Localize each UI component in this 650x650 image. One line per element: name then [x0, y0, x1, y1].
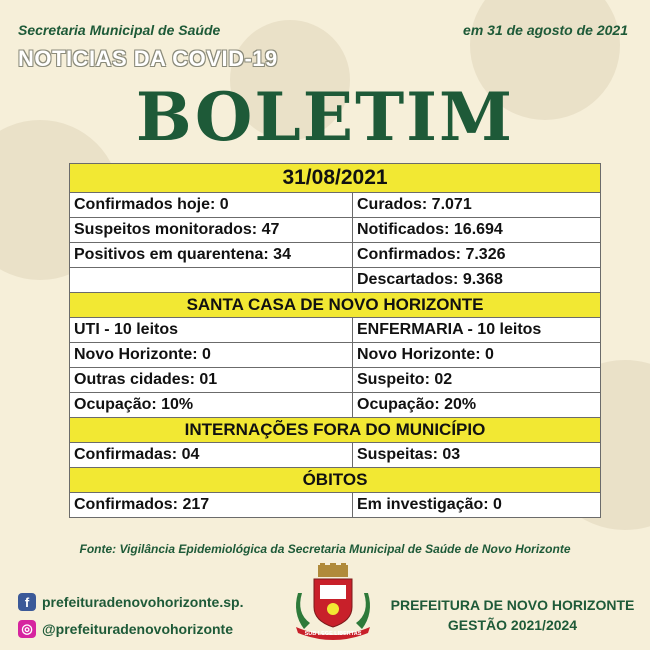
- table-cell: Confirmados: 217: [70, 493, 353, 518]
- table-cell: Confirmadas: 04: [70, 443, 353, 468]
- table-row: [70, 193, 601, 218]
- table-cell: Outras cidades: 01: [70, 368, 353, 393]
- source-note: Fonte: Vigilância Epidemiológica da Secretaria Municipal de Saúde de Novo Horizonte: [79, 542, 571, 556]
- table-row: [70, 343, 601, 368]
- table-cell: Confirmados: 7.326: [353, 243, 601, 268]
- table-row: [70, 268, 601, 293]
- instagram-handle: @prefeituradenovohorizonte: [42, 621, 233, 637]
- table-cell: Suspeitas: 03: [353, 443, 601, 468]
- table-cell: Confirmados hoje: 0: [70, 193, 353, 218]
- table-cell: Ocupação: 20%: [353, 393, 601, 418]
- deaths-section-title: ÓBITOS: [70, 468, 601, 493]
- table-cell: Suspeito: 02: [353, 368, 601, 393]
- municipal-crest: [290, 563, 376, 641]
- table-row: [70, 368, 601, 393]
- hospital-section-title: SANTA CASA DE NOVO HORIZONTE: [70, 293, 601, 318]
- bulletin-table: [69, 163, 601, 518]
- table-cell: Em investigação: 0: [353, 493, 601, 518]
- table-cell: Notificados: 16.694: [353, 218, 601, 243]
- prefecture-name: PREFEITURA DE NOVO HORIZONTE: [390, 597, 635, 613]
- news-heading: NOTICIAS DA COVID-19: [18, 46, 278, 71]
- table-cell: ENFERMARIA - 10 leitos: [353, 318, 601, 343]
- table-row: [70, 318, 601, 343]
- table-cell: Novo Horizonte: 0: [70, 343, 353, 368]
- facebook-link[interactable]: [18, 593, 243, 611]
- table-row: [70, 393, 601, 418]
- table-cell: Curados: 7.071: [353, 193, 601, 218]
- date-line: em 31 de agosto de 2021: [463, 22, 628, 38]
- bulletin-date: 31/08/2021: [70, 164, 601, 193]
- facebook-handle: prefeituradenovohorizonte.sp.: [42, 594, 244, 610]
- svg-text:SUB LEGE LIBERTAS: SUB LEGE LIBERTAS: [304, 631, 362, 637]
- table-row: [70, 218, 601, 243]
- facebook-icon: f: [18, 593, 36, 611]
- table-row: [70, 243, 601, 268]
- administration-term: GESTÃO 2021/2024: [447, 617, 578, 633]
- instagram-link[interactable]: [18, 620, 233, 638]
- table-cell: Positivos em quarentena: 34: [70, 243, 353, 268]
- table-cell: Ocupação: 10%: [70, 393, 353, 418]
- table-row: [70, 443, 601, 468]
- outside-section-title: INTERNAÇÕES FORA DO MUNICÍPIO: [70, 418, 601, 443]
- page-title: BOLETIM: [135, 78, 515, 156]
- table-cell: Novo Horizonte: 0: [353, 343, 601, 368]
- table-cell: UTI - 10 leitos: [70, 318, 353, 343]
- instagram-icon: ◎: [18, 620, 36, 638]
- department-label: Secretaria Municipal de Saúde: [18, 22, 221, 38]
- table-cell: [70, 268, 353, 293]
- table-cell: Suspeitos monitorados: 47: [70, 218, 353, 243]
- table-row: [70, 493, 601, 518]
- table-cell: Descartados: 9.368: [353, 268, 601, 293]
